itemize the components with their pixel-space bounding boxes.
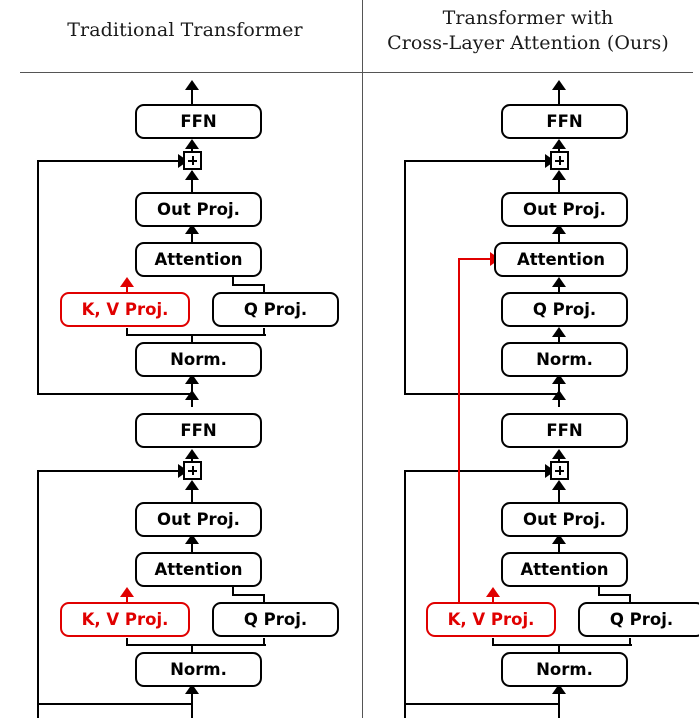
right-lower-add-node[interactable] (550, 461, 569, 480)
right-column-title-line2: Cross-Layer Attention (Ours) (387, 32, 669, 54)
title-divider-left (20, 72, 362, 73)
right-lower-ffn-out-arrow (552, 390, 566, 400)
left-lower-residual-hline-bottom (37, 703, 192, 705)
right-lower-residual-hline-bottom (404, 703, 559, 705)
right-lower-norm-split-right-vline (629, 638, 631, 646)
left-upper-q-to-attn-hline (232, 284, 265, 286)
left-upper-q-proj-box[interactable]: Q Proj. (212, 292, 339, 327)
left-lower-norm-split-right-vline (263, 638, 265, 646)
right-lower-norm-box[interactable]: Norm. (501, 652, 628, 687)
right-upper-residual-hline-top (404, 160, 547, 162)
left-upper-q-to-attn-vline-3 (232, 277, 234, 286)
left-upper-attention-box[interactable]: Attention (135, 242, 262, 277)
left-lower-q-to-attn-hline (232, 594, 265, 596)
right-lower-q-to-attn-vline (629, 594, 631, 602)
left-upper-kv-proj-box[interactable]: K, V Proj. (60, 292, 190, 327)
right-upper-residual-hline-bottom (404, 393, 559, 395)
right-lower-residual-vline (404, 470, 406, 718)
left-upper-outproj-to-add-arrow (185, 170, 199, 180)
left-lower-kv-proj-box[interactable]: K, V Proj. (60, 602, 190, 637)
right-lower-attention-box[interactable]: Attention (501, 552, 628, 587)
right-lower-norm-split-left-vline (492, 638, 494, 646)
right-lower-q-to-attn-hline (598, 594, 631, 596)
right-lower-norm-split-hline (492, 644, 632, 646)
left-upper-norm-split-left-vline (126, 328, 128, 336)
left-lower-norm-split-hline (126, 644, 266, 646)
right-upper-out-proj-box[interactable]: Out Proj. (501, 192, 628, 227)
right-upper-ffn-out-arrow (552, 80, 566, 90)
left-upper-add-to-ffn-arrow (185, 139, 199, 149)
right-upper-norm-box[interactable]: Norm. (501, 342, 628, 377)
right-lower-ffn-box[interactable]: FFN (501, 413, 628, 448)
left-upper-add-node[interactable] (183, 151, 202, 170)
left-lower-outproj-to-add-arrow (185, 480, 199, 490)
left-upper-residual-vline (37, 160, 39, 395)
right-lower-outproj-to-add-vline (558, 488, 560, 503)
right-column-title-line1: Transformer with (442, 7, 614, 29)
left-lower-ffn-out-arrow (185, 390, 199, 400)
right-upper-outproj-to-add-arrow (552, 170, 566, 180)
left-lower-ffn-box[interactable]: FFN (135, 413, 262, 448)
right-upper-norm-to-q-arrow (552, 327, 566, 337)
left-lower-attention-box[interactable]: Attention (135, 552, 262, 587)
left-lower-q-to-attn-vline (263, 594, 265, 602)
right-upper-q-proj-box[interactable]: Q Proj. (501, 292, 628, 327)
left-upper-ffn-box[interactable]: FFN (135, 104, 262, 139)
left-upper-residual-hline-bottom (37, 393, 192, 395)
cross-layer-kv-vline (458, 258, 460, 603)
right-lower-q-proj-box[interactable]: Q Proj. (578, 602, 699, 637)
right-lower-q-to-attn-vline-2 (598, 587, 600, 596)
left-upper-kv-to-attn-arrow (120, 277, 134, 287)
right-upper-add-node[interactable] (550, 151, 569, 170)
left-lower-q-proj-box[interactable]: Q Proj. (212, 602, 339, 637)
left-lower-outproj-to-add-vline (191, 488, 193, 503)
left-upper-residual-hline-top (37, 160, 180, 162)
title-divider-right (363, 72, 693, 73)
left-upper-norm-split-hline (126, 334, 266, 336)
right-upper-ffn-box[interactable]: FFN (501, 104, 628, 139)
left-lower-out-proj-box[interactable]: Out Proj. (135, 502, 262, 537)
left-upper-out-proj-box[interactable]: Out Proj. (135, 192, 262, 227)
right-upper-add-to-ffn-arrow (552, 139, 566, 149)
right-column-title (363, 6, 693, 56)
left-upper-norm-split-right-vline (263, 328, 265, 336)
right-upper-attention-box[interactable]: Attention (494, 242, 628, 277)
left-upper-outproj-to-add-vline (191, 178, 193, 193)
left-lower-norm-box[interactable]: Norm. (135, 652, 262, 687)
right-lower-residual-hline-top (404, 470, 547, 472)
cross-layer-kv-hline (458, 258, 494, 260)
right-lower-outproj-to-add-arrow (552, 480, 566, 490)
left-lower-residual-vline (37, 470, 39, 718)
right-upper-q-to-attn-arrow (552, 277, 566, 287)
right-lower-kv-to-attn-arrow (486, 587, 500, 597)
left-lower-norm-split-left-vline (126, 638, 128, 646)
right-lower-kv-proj-box[interactable]: K, V Proj. (426, 602, 556, 637)
right-lower-add-to-ffn-arrow (552, 449, 566, 459)
left-upper-norm-box[interactable]: Norm. (135, 342, 262, 377)
left-lower-q-to-attn-vline-2 (232, 587, 234, 596)
left-lower-kv-to-attn-arrow (120, 587, 134, 597)
left-upper-ffn-out-arrow (185, 80, 199, 90)
column-divider (362, 0, 363, 718)
left-lower-add-node[interactable] (183, 461, 202, 480)
left-column-title: Traditional Transformer (67, 19, 303, 41)
left-lower-residual-hline-top (37, 470, 180, 472)
right-upper-residual-vline (404, 160, 406, 395)
left-lower-add-to-ffn-arrow (185, 449, 199, 459)
right-lower-out-proj-box[interactable]: Out Proj. (501, 502, 628, 537)
right-upper-outproj-to-add-vline (558, 178, 560, 193)
